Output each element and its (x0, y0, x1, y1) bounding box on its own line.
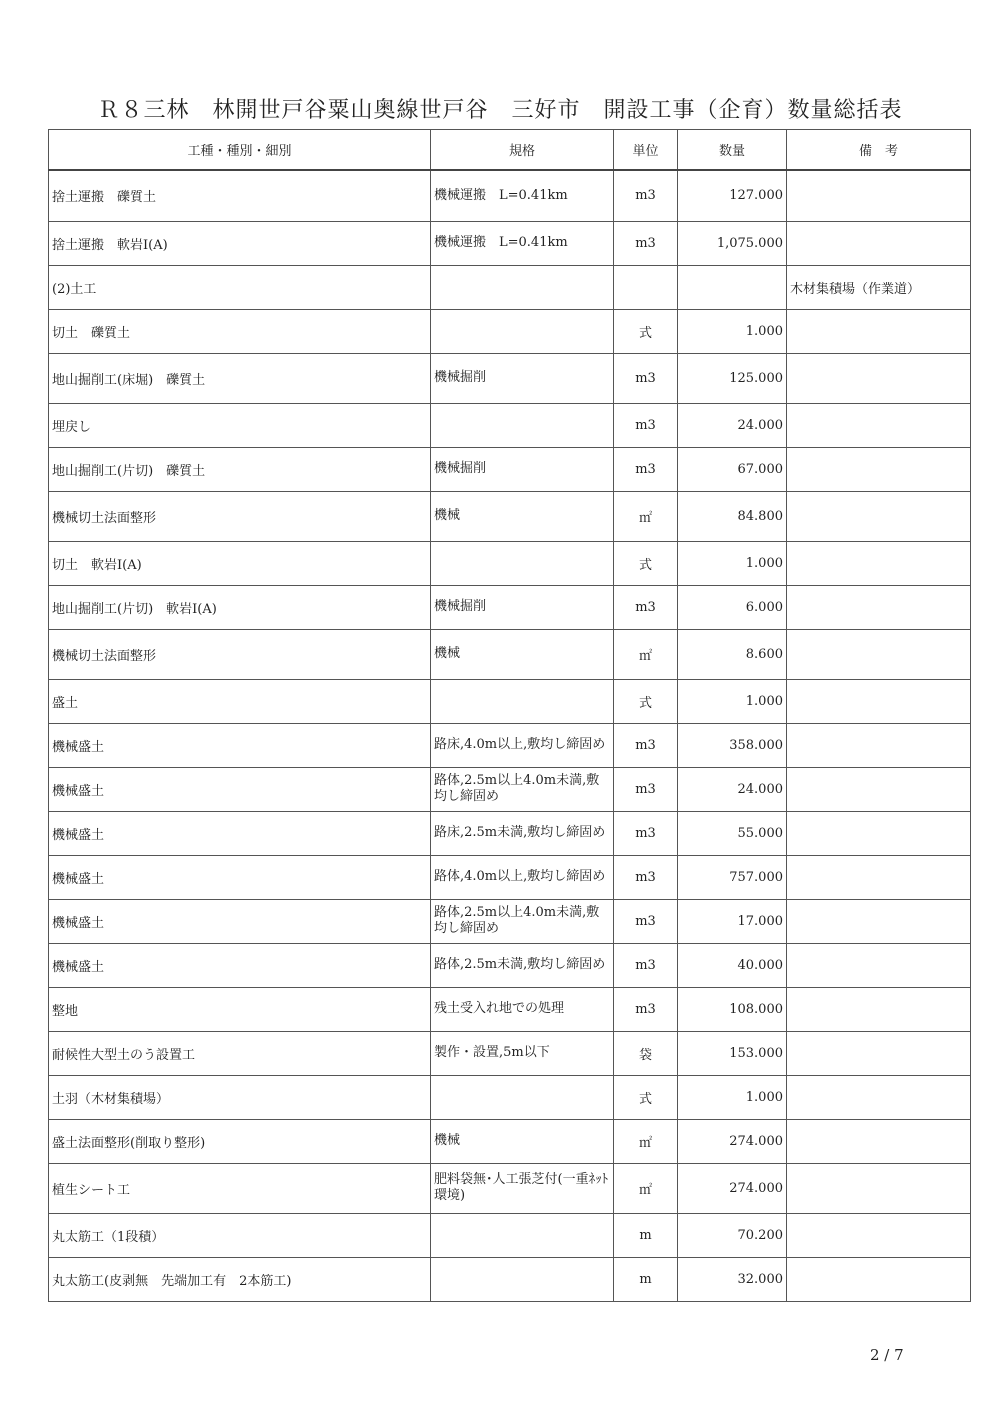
cell-unit: m3 (614, 221, 678, 265)
cell-spec: 機械掘削 (431, 447, 614, 491)
table-row (49, 491, 971, 541)
quantity-summary-table (48, 129, 971, 1302)
cell-quantity: 358.000 (678, 723, 787, 767)
cell-note (787, 1257, 971, 1301)
cell-item: 機械盛土 (49, 723, 431, 767)
cell-item: 耐候性大型土のう設置工 (49, 1031, 431, 1075)
cell-item: 機械盛土 (49, 855, 431, 899)
table-row (49, 987, 971, 1031)
cell-unit: m3 (614, 353, 678, 403)
cell-item: 埋戻し (49, 403, 431, 447)
table-row (49, 679, 971, 723)
cell-note (787, 491, 971, 541)
table-row (49, 1119, 971, 1163)
header-note: 備 考 (787, 130, 971, 171)
table-row (49, 541, 971, 585)
cell-unit: m (614, 1213, 678, 1257)
cell-quantity: 1.000 (678, 309, 787, 353)
cell-note (787, 629, 971, 679)
cell-note (787, 1163, 971, 1213)
document-title: Ｒ８三林 林開世戸谷粟山奥線世戸谷 三好市 開設工事（企育）数量総括表 (97, 98, 903, 123)
cell-note (787, 1119, 971, 1163)
cell-quantity: 757.000 (678, 855, 787, 899)
cell-item: 土羽（木材集積場） (49, 1075, 431, 1119)
cell-spec (431, 541, 614, 585)
cell-quantity: 127.000 (678, 170, 787, 221)
cell-spec (431, 1075, 614, 1119)
cell-unit: m3 (614, 170, 678, 221)
cell-quantity: 67.000 (678, 447, 787, 491)
cell-spec: 路体,4.0m以上,敷均し締固め (431, 855, 614, 899)
table-row (49, 585, 971, 629)
table-row (49, 855, 971, 899)
cell-unit: ㎡ (614, 1119, 678, 1163)
cell-note (787, 309, 971, 353)
cell-unit: m3 (614, 585, 678, 629)
table-row (49, 943, 971, 987)
cell-quantity: 17.000 (678, 899, 787, 943)
cell-item: (2)土工 (49, 265, 431, 309)
cell-note (787, 221, 971, 265)
cell-spec: 機械 (431, 491, 614, 541)
cell-spec (431, 309, 614, 353)
cell-quantity: 1.000 (678, 1075, 787, 1119)
cell-note (787, 855, 971, 899)
cell-quantity: 24.000 (678, 403, 787, 447)
cell-item: 機械盛土 (49, 811, 431, 855)
cell-item: 地山掘削工(片切) 軟岩Ⅰ(A) (49, 585, 431, 629)
table-row (49, 723, 971, 767)
cell-note (787, 541, 971, 585)
table-row (49, 1031, 971, 1075)
table-row (49, 309, 971, 353)
table-row (49, 170, 971, 221)
cell-note (787, 943, 971, 987)
cell-spec (431, 1257, 614, 1301)
cell-item: 切土 軟岩Ⅰ(A) (49, 541, 431, 585)
cell-item: 捨土運搬 軟岩Ⅰ(A) (49, 221, 431, 265)
cell-spec: 路体,2.5m以上4.0m未満,敷均し締固め (431, 767, 614, 811)
header-unit: 単位 (614, 130, 678, 171)
cell-quantity: 153.000 (678, 1031, 787, 1075)
cell-unit: m3 (614, 987, 678, 1031)
cell-quantity: 1.000 (678, 541, 787, 585)
table-row (49, 447, 971, 491)
cell-unit: m3 (614, 855, 678, 899)
cell-note (787, 987, 971, 1031)
cell-note (787, 170, 971, 221)
page-number: 2 / 7 (870, 1346, 904, 1364)
table-row (49, 265, 971, 309)
cell-item: 機械盛土 (49, 899, 431, 943)
cell-quantity: 40.000 (678, 943, 787, 987)
table-header-row (49, 130, 971, 171)
cell-item: 切土 礫質土 (49, 309, 431, 353)
cell-unit: m3 (614, 767, 678, 811)
header-spec: 規格 (431, 130, 614, 171)
cell-spec: 機械運搬 L=0.41km (431, 221, 614, 265)
cell-note: 木材集積場（作業道） (787, 265, 971, 309)
cell-spec: 機械 (431, 629, 614, 679)
table-row (49, 899, 971, 943)
cell-unit: 式 (614, 309, 678, 353)
cell-item: 丸太筋工（1段積） (49, 1213, 431, 1257)
cell-spec: 機械掘削 (431, 585, 614, 629)
cell-quantity: 24.000 (678, 767, 787, 811)
table-row (49, 767, 971, 811)
cell-unit: ㎡ (614, 629, 678, 679)
cell-item: 丸太筋工(皮剥無 先端加工有 2本筋工) (49, 1257, 431, 1301)
cell-unit: m3 (614, 811, 678, 855)
cell-note (787, 1075, 971, 1119)
cell-quantity: 1.000 (678, 679, 787, 723)
cell-quantity: 6.000 (678, 585, 787, 629)
cell-spec: 機械運搬 L=0.41km (431, 170, 614, 221)
cell-unit: 式 (614, 679, 678, 723)
cell-spec: 路床,2.5m未満,敷均し締固め (431, 811, 614, 855)
cell-note (787, 1213, 971, 1257)
cell-spec: 路体,2.5m以上4.0m未満,敷均し締固め (431, 899, 614, 943)
header-item: 工種・種別・細別 (49, 130, 431, 171)
cell-item: 地山掘削工(片切) 礫質土 (49, 447, 431, 491)
cell-spec: 機械 (431, 1119, 614, 1163)
table-row (49, 1213, 971, 1257)
cell-spec: 残土受入れ地での処理 (431, 987, 614, 1031)
table-row (49, 629, 971, 679)
cell-quantity: 274.000 (678, 1119, 787, 1163)
cell-item: 植生シート工 (49, 1163, 431, 1213)
table-body (49, 170, 971, 1301)
cell-spec: 路体,2.5m未満,敷均し締固め (431, 943, 614, 987)
cell-quantity: 84.800 (678, 491, 787, 541)
cell-spec (431, 679, 614, 723)
cell-note (787, 447, 971, 491)
cell-item: 捨土運搬 礫質土 (49, 170, 431, 221)
table-row (49, 353, 971, 403)
cell-unit (614, 265, 678, 309)
cell-unit: 袋 (614, 1031, 678, 1075)
cell-item: 機械切土法面整形 (49, 629, 431, 679)
table-row (49, 221, 971, 265)
cell-unit: m3 (614, 723, 678, 767)
cell-note (787, 811, 971, 855)
table-row (49, 1075, 971, 1119)
cell-spec: 肥料袋無･人工張芝付(一重ﾈｯﾄ環境) (431, 1163, 614, 1213)
cell-spec: 機械掘削 (431, 353, 614, 403)
cell-quantity: 32.000 (678, 1257, 787, 1301)
cell-item: 機械切土法面整形 (49, 491, 431, 541)
cell-unit: m3 (614, 943, 678, 987)
cell-unit: m (614, 1257, 678, 1301)
cell-note (787, 585, 971, 629)
cell-item: 機械盛土 (49, 943, 431, 987)
table-row (49, 1257, 971, 1301)
cell-quantity: 125.000 (678, 353, 787, 403)
cell-quantity: 108.000 (678, 987, 787, 1031)
cell-item: 盛土 (49, 679, 431, 723)
cell-spec: 製作・設置,5m以下 (431, 1031, 614, 1075)
cell-unit: 式 (614, 541, 678, 585)
cell-item: 盛土法面整形(削取り整形) (49, 1119, 431, 1163)
table-row (49, 403, 971, 447)
cell-unit: 式 (614, 1075, 678, 1119)
cell-spec: 路床,4.0m以上,敷均し締固め (431, 723, 614, 767)
cell-note (787, 899, 971, 943)
cell-unit: m3 (614, 403, 678, 447)
cell-spec (431, 403, 614, 447)
cell-spec (431, 1213, 614, 1257)
cell-note (787, 767, 971, 811)
cell-item: 整地 (49, 987, 431, 1031)
cell-note (787, 1031, 971, 1075)
cell-note (787, 679, 971, 723)
cell-unit: ㎡ (614, 1163, 678, 1213)
cell-quantity: 1,075.000 (678, 221, 787, 265)
cell-unit: m3 (614, 899, 678, 943)
header-quantity: 数量 (678, 130, 787, 171)
cell-quantity: 70.200 (678, 1213, 787, 1257)
cell-spec (431, 265, 614, 309)
cell-item: 機械盛土 (49, 767, 431, 811)
table-row (49, 1163, 971, 1213)
cell-item: 地山掘削工(床堀) 礫質土 (49, 353, 431, 403)
cell-note (787, 723, 971, 767)
table-row (49, 811, 971, 855)
cell-unit: ㎡ (614, 491, 678, 541)
cell-unit: m3 (614, 447, 678, 491)
cell-quantity: 55.000 (678, 811, 787, 855)
cell-quantity: 8.600 (678, 629, 787, 679)
cell-quantity: 274.000 (678, 1163, 787, 1213)
cell-quantity (678, 265, 787, 309)
cell-note (787, 403, 971, 447)
cell-note (787, 353, 971, 403)
